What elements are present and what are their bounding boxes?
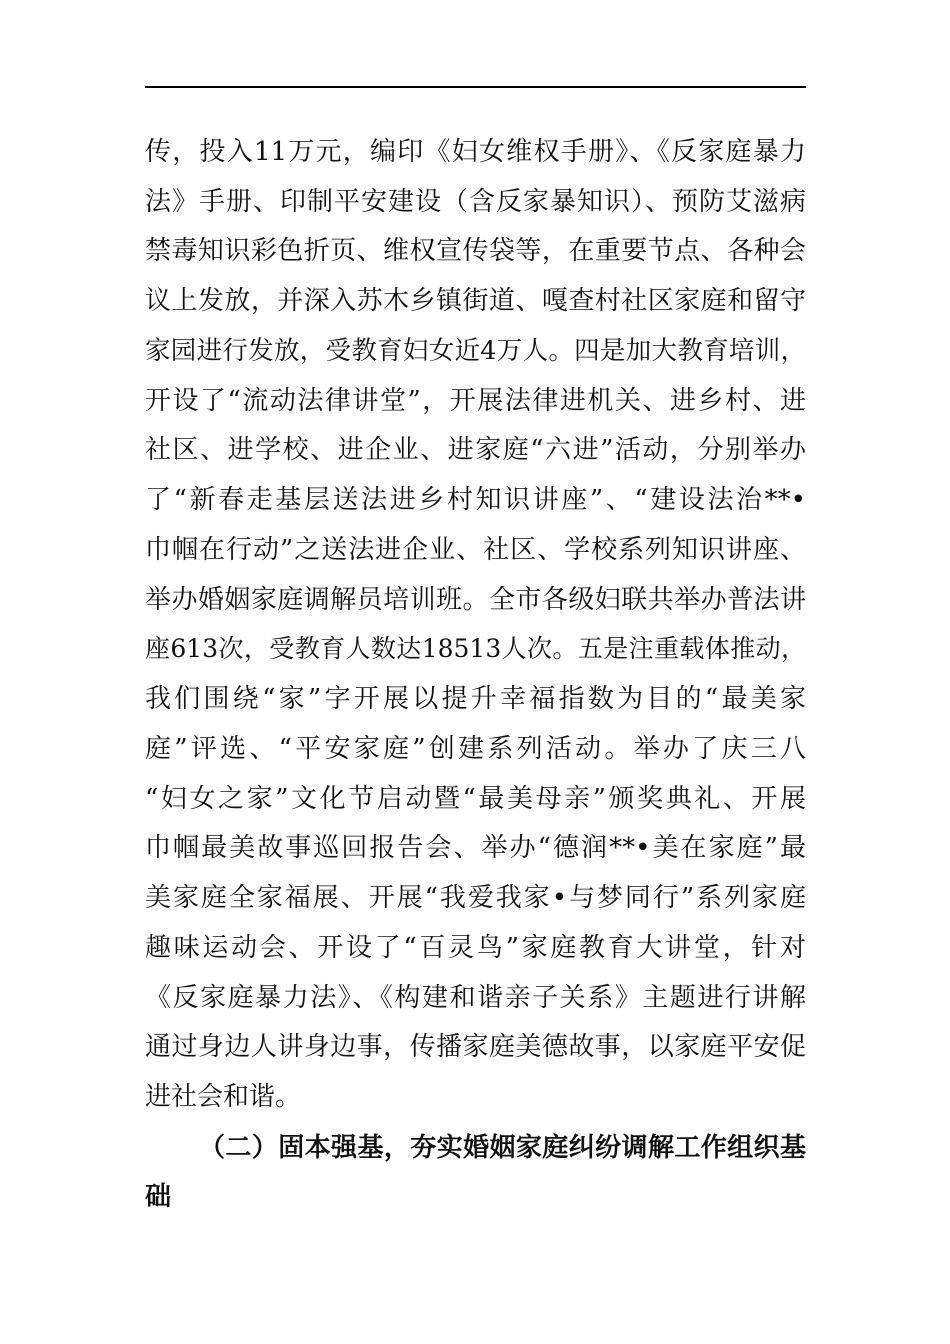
paragraph-line: 传，投入11万元，编印《妇女维权手册》、《反家庭暴力	[145, 137, 806, 167]
paragraph-line: “妇女之家”文化节启动暨“最美母亲”颁奖典礼、开展	[145, 784, 806, 814]
paragraph-line: 我们围绕“家”字开展以提升幸福指数为目的“最美家	[145, 684, 806, 714]
paragraph-line: 巾帼最美故事巡回报告会、举办“德润**•美在家庭”最	[145, 833, 806, 863]
paragraph-line: 开设了“流动法律讲堂”，开展法律进机关、进乡村、进	[145, 386, 806, 416]
header-rule	[145, 86, 806, 88]
paragraph-line: 《反家庭暴力法》、《构建和谐亲子关系》主题进行讲解	[145, 983, 806, 1013]
paragraph-line: 了“新春走基层送法进乡村知识讲座”、“建设法治**•	[145, 485, 806, 515]
heading-line: （二）固本强基，夯实婚姻家庭纠纷调解工作组织基	[199, 1133, 806, 1163]
paragraph-line: 禁毒知识彩色折页、维权宣传袋等，在重要节点、各种会	[145, 236, 806, 266]
paragraph-line: 巾帼在行动”之送法进企业、社区、学校系列知识讲座、	[145, 535, 806, 565]
paragraph-line: 通过身边人讲身边事，传播家庭美德故事，以家庭平安促	[145, 1032, 806, 1062]
paragraph-line: 议上发放，并深入苏木乡镇街道、嘎查村社区家庭和留守	[145, 286, 806, 316]
paragraph-line: 社区、进学校、进企业、进家庭“六进”活动，分别举办	[145, 435, 806, 465]
paragraph-line: 庭”评选、“平安家庭”创建系列活动。举办了庆三八	[145, 734, 806, 764]
heading-line: 础	[145, 1182, 172, 1212]
paragraph-line: 举办婚姻家庭调解员培训班。全市各级妇联共举办普法讲	[145, 585, 806, 615]
paragraph-line: 家园进行发放，受教育妇女近4万人。四是加大教育培训，	[145, 336, 806, 366]
paragraph-line: 法》手册、印制平安建设（含反家暴知识）、预防艾滋病	[145, 187, 806, 217]
paragraph-line: 美家庭全家福展、开展“我爱我家•与梦同行”系列家庭	[145, 883, 806, 913]
paragraph-line: 座613次，受教育人数达18513人次。五是注重载体推动，	[145, 634, 806, 663]
paragraph-line: 趣味运动会、开设了“百灵鸟”家庭教育大讲堂，针对	[145, 933, 806, 963]
paragraph-line: 进社会和谐。	[145, 1082, 302, 1112]
